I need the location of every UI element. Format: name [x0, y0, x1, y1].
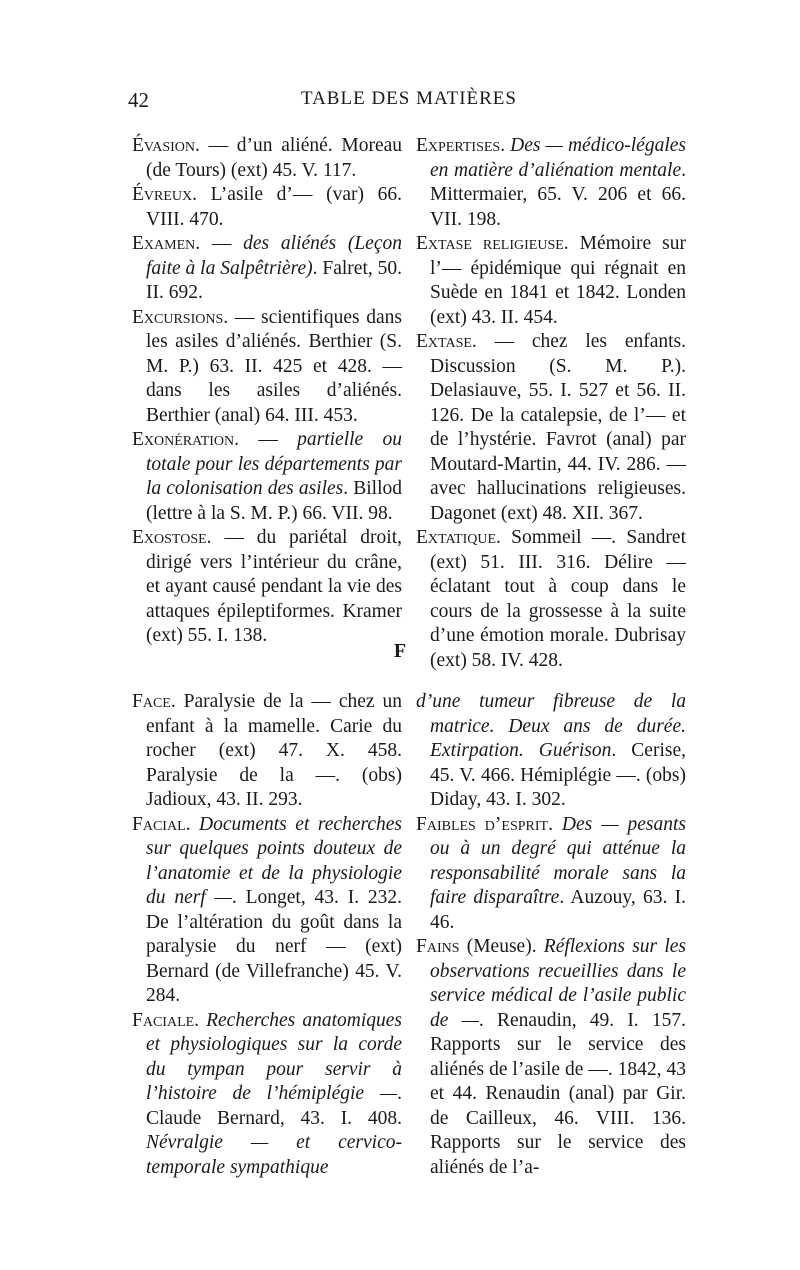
entry-text: . Longet, 43. I. 232. De l’altération du goût dans la paralysie du nerf — (ext) Bernard (de Villefranche) 45. V. 284.	[146, 887, 403, 1006]
section-letter: F	[393, 640, 407, 662]
entry-heading: Fains	[416, 936, 460, 957]
index-entry	[416, 935, 686, 1180]
entry-heading: Face.	[132, 691, 176, 712]
entry-text: — scientifiques dans les asiles d’aliénés. Berthier (S. M. P.) 63. II. 425 et 428. — dans les asiles d’aliénés. Berthier (anal) 64. III. 453.	[146, 306, 402, 426]
index-entry	[132, 1009, 402, 1181]
entry-heading: Excursions.	[132, 306, 229, 328]
index-entry	[132, 306, 402, 429]
running-title: TABLE DES MATIÈRES	[301, 88, 517, 109]
index-entry	[416, 134, 686, 232]
entry-title-italic: des aliénés (Leçon faite à la Salpêtrière)	[146, 233, 402, 279]
page-header	[128, 88, 690, 116]
entry-title-italic: Des — médico-légales en matière d’aliénation mentale	[430, 135, 686, 181]
entry-heading: Extase.	[416, 331, 477, 352]
entry-heading: Examen.	[132, 233, 201, 254]
entry-text: (Meuse).	[459, 936, 544, 957]
entry-title-italic: Documents et recherches sur quelques points douteux de l’anatomie et de la physiologie du nerf —	[146, 813, 402, 908]
entry-heading: Extatique.	[416, 527, 501, 548]
entry-heading: Évreux.	[132, 184, 198, 205]
entry-title-italic: d’une tumeur fibreuse de la matrice. Deux ans de durée. Extirpation. Guérison	[416, 691, 686, 761]
index-entry	[132, 428, 402, 526]
entry-title-italic: Névralgie — et cervico-temporale sympathique	[146, 1132, 402, 1178]
entry-text: . Falret, 50. II. 692.	[146, 257, 403, 303]
entry-text: — d’un aliéné. Moreau (de Tours) (ext) 45. V. 117.	[146, 135, 402, 181]
entry-heading: Faibles d’esprit.	[416, 813, 553, 835]
index-entry	[132, 526, 402, 649]
entry-heading: Exonération.	[132, 429, 240, 450]
entry-text: Mémoire sur l’— épidémique qui régnait en Suède en 1841 et 1842. Londen (ext) 43. II. 454.	[430, 233, 687, 328]
index-entry	[132, 183, 402, 232]
entry-text: . Mittermaier, 65. V. 206 et 66. VII. 198.	[430, 159, 686, 230]
entry-title-italic: Des — pesants ou à un degré qui atténue la responsabilité morale sans la faire disparaître	[430, 813, 687, 908]
page-number: 42	[128, 88, 149, 112]
column-e-left	[132, 134, 402, 649]
entry-heading: Facial.	[132, 813, 191, 835]
entry-text: Sommeil —. Sandret (ext) 51. III. 316. Délire — éclatant tout à coup dans le cours de la grossesse à la suite d’une émotion morale. Dubrisay (ext) 58. IV. 428.	[430, 527, 686, 671]
entry-text: . Cerise, 45. V. 466. Hémiplégie —. (obs) Diday, 43. I. 302.	[430, 740, 686, 810]
entry-heading: Évasion.	[132, 135, 200, 156]
entry-title-italic: Réflexions sur les observations recueillies dans le service médical de l’asile public de —	[430, 936, 686, 1031]
column-f-left	[132, 690, 402, 1180]
entry-heading: Extase religieuse.	[416, 233, 569, 254]
index-entry	[132, 690, 402, 813]
index-entry	[132, 134, 402, 183]
entry-text: . Claude Bernard, 43. I. 408.	[146, 1083, 402, 1129]
entry-heading: Expertises.	[416, 135, 506, 156]
index-entry	[416, 232, 686, 330]
entry-heading: Exostose.	[132, 527, 212, 548]
entry-text: —	[239, 429, 298, 450]
column-e-right	[416, 134, 686, 673]
entry-text: . Renaudin, 49. I. 157. Rapports sur le service des aliénés de l’asile de —. 1842, 43 et 44. Renaudin (anal) par Gir. de Cailleux, 46. VIII. 136. Rapports sur le service des aliénés de l’a-	[430, 1009, 686, 1178]
index-entry	[416, 330, 686, 526]
entry-title-italic: partielle ou totale pour les départements par la colonisation des asiles	[146, 429, 402, 499]
entry-text: L’asile d’— (var) 66. VIII. 470.	[146, 184, 402, 230]
index-entry	[132, 813, 402, 1009]
entry-heading: Faciale.	[132, 1009, 200, 1031]
entry-text: Paralysie de la — chez un enfant à la mamelle. Carie du rocher (ext) 47. X. 458. Paralysie de la —. (obs) Jadioux, 43. II. 293.	[146, 691, 402, 810]
entry-text: — chez les enfants. Discussion (S. M. P.). Delasiauve, 55. I. 527 et 56. II. 126. De la catalepsie, de l’— et de l’hystérie. Favrot (anal) par Moutard-Martin, 44. IV. 286. — avec hallucinations religieuses. Dagonet (ext) 48. XII. 367.	[430, 331, 686, 524]
column-f-right	[416, 690, 686, 1180]
entry-title-italic: Recherches anatomiques et physiologiques sur la corde du tympan pour servir à l’histoire de l’hémiplégie —	[146, 1009, 402, 1104]
entry-text: . Auzouy, 63. I. 46.	[430, 887, 687, 933]
entry-text: . Billod (lettre à la S. M. P.) 66. VII. 98.	[146, 478, 402, 524]
entry-text: — du pariétal droit, dirigé vers l’intérieur du crâne, et ayant causé pendant la vie des attaques épileptiformes. Kramer (ext) 55. I. 138.	[146, 527, 402, 646]
index-entry	[132, 232, 402, 306]
index-entry	[416, 813, 686, 936]
index-entry	[416, 690, 686, 813]
entry-text: —	[200, 233, 244, 254]
